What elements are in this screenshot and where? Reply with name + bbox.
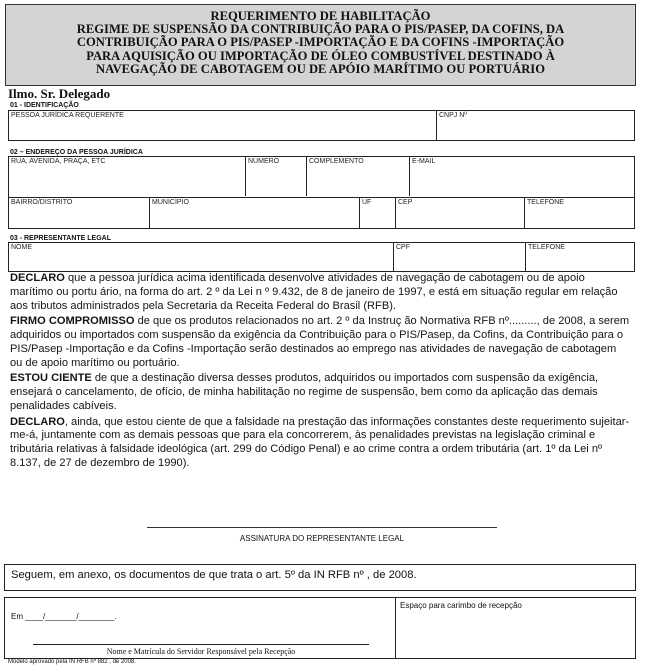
reception-box <box>4 597 636 659</box>
signature-label: ASSINATURA DO REPRESENTANTE LEGAL <box>239 534 405 543</box>
declarations-text <box>10 272 630 473</box>
section-identificacao-title: 01 - IDENTIFICAÇÃO <box>10 102 79 109</box>
declaration-lead: DECLARO <box>10 272 65 284</box>
section-endereco-title: 02 – ENDEREÇO DA PESSOA JURÍDICA <box>10 149 143 156</box>
nome-field[interactable] <box>9 243 393 271</box>
numero-label: NÚMERO <box>248 158 280 165</box>
municipio-label: MUNICÍPIO <box>152 199 189 206</box>
servidor-line[interactable] <box>33 644 369 645</box>
cep-label: CEP <box>398 199 413 206</box>
uf-field[interactable] <box>360 198 395 228</box>
header-line: REQUERIMENTO DE HABILITAÇÃO <box>210 9 431 23</box>
awareness-body: de que a destinação diversa desses produtos, adquiridos ou importados com suspensão da exigência, ensejará o cancelamento, de ofício, de minha habilitação no regime de suspensão, bem como da aplicação das demais penalidades cabíveis. <box>10 372 599 413</box>
rua-field[interactable] <box>9 157 245 197</box>
date-prefix: Em <box>11 612 23 621</box>
header-line: REGIME DE SUSPENSÃO DA CONTRIBUIÇÃO PARA O PIS/PASEP, DA COFINS, DA <box>76 22 565 37</box>
salutation: Ilmo. Sr. Delegado <box>8 86 111 101</box>
awareness-paragraph <box>10 372 630 414</box>
cep-field[interactable] <box>396 198 524 228</box>
header-line: CONTRIBUIÇÃO PARA O PIS/PASEP -IMPORTAÇÃO E DA COFINS -IMPORTAÇÃO <box>76 35 565 50</box>
falsity-body: , ainda, que estou ciente de que a falsidade na prestação das informações constantes deste requerimento sujeitar-me-á, juntamente com as demais pessoas que para ela concorrerem, às penalidades previstas na legislação criminal e tributária relativas à falsidade ideológica (art. 299 do Código Penal) e ao crime contra a ordem tributária (art. 1º da Lei nº 8.137, de 27 de dezembro de 1990). <box>10 415 630 470</box>
identificacao-box <box>8 110 635 141</box>
servidor-label: Nome e Matrícula do Servidor Responsável pela Recepção <box>106 647 296 656</box>
form-header <box>5 4 636 86</box>
stamp-label: Espaço para carimbo de recepção <box>400 601 522 610</box>
rep-telefone-label: TELEFONE <box>528 244 565 251</box>
email-field[interactable] <box>410 157 634 197</box>
representante-box <box>8 242 635 272</box>
bairro-field[interactable] <box>9 198 149 228</box>
complemento-field[interactable] <box>307 157 409 197</box>
awareness-lead: ESTOU CIENTE <box>10 372 92 385</box>
cnpj-field[interactable] <box>437 111 634 140</box>
municipio-field[interactable] <box>150 198 359 228</box>
footnote: Modelo aprovado pela IN RFB nº 882 , de 2008. <box>8 659 136 665</box>
annex-box <box>4 564 636 591</box>
date-blank: ____/_______/________. <box>23 612 117 621</box>
endereco-box <box>8 156 635 229</box>
telefone-field[interactable] <box>525 198 634 228</box>
nome-label: NOME <box>11 244 32 251</box>
header-line: PARA AQUISIÇÃO OU IMPORTAÇÃO DE ÓLEO COMBUSTÍVEL DESTINADO À <box>86 48 555 63</box>
cnpj-label: CNPJ Nº <box>439 112 467 119</box>
falsity-paragraph <box>10 416 630 472</box>
uf-label: UF <box>362 199 372 206</box>
numero-field[interactable] <box>246 157 306 197</box>
commitment-paragraph <box>10 315 630 371</box>
cpf-field[interactable] <box>394 243 525 271</box>
bairro-label: BAIRRO/DISTRITO <box>11 199 73 206</box>
signature-line[interactable] <box>147 527 497 528</box>
falsity-lead: DECLARO <box>10 415 65 428</box>
rua-label: RUA, AVENIDA, PRAÇA, ETC <box>11 158 106 165</box>
commitment-body: de que os produtos relacionados no art. 2 º da Instruç ão Normativa RFB nº........., de 2008, a serem adquiridos ou importados com suspensão da exigência da Contribuição para o PIS/Pasep, da Cofins, da Contribuição para o PIS/Pasep -Importação e da Cofins -Importação serão destinados ao emprego nas atividades de navegação de cabotagem ou de apoio marítimo ou portuário. <box>10 315 630 369</box>
declaration-paragraph <box>10 272 630 314</box>
annex-text: Seguem, em anexo, os documentos de que trata o art. 5º da IN RFB nº , de 2008. <box>11 569 417 581</box>
telefone-label: TELEFONE <box>527 199 564 206</box>
stamp-area[interactable] <box>396 612 635 658</box>
section-representante-title: 03 - REPRESENTANTE LEGAL <box>10 235 111 242</box>
pessoa-juridica-field[interactable] <box>9 111 436 140</box>
declaration-body: que a pessoa jurídica acima identificada desenvolve atividades de navegação de cabotagem ou de apoio marítimo ou portu ário, na forma do art. 2 º da Lei n º 9.432, de 8 de janeiro de 1997, e está em situação regular em relação aos tributos administrados pela Secretaria da Receita Federal do Brasil (RFB). <box>10 272 618 312</box>
cpf-label: CPF <box>396 244 410 251</box>
pessoa-juridica-label: PESSOA JURÍDICA REQUERENTE <box>11 112 124 119</box>
header-line: NAVEGAÇÃO DE CABOTAGEM OU DE APÓIO MARÍTIMO OU PORTUÁRIO <box>96 61 545 76</box>
rep-telefone-field[interactable] <box>526 243 634 271</box>
email-label: E-MAIL <box>412 158 436 165</box>
commitment-lead: FIRMO COMPROMISSO <box>10 315 135 328</box>
reception-date[interactable] <box>11 612 116 621</box>
complemento-label: COMPLEMENTO <box>309 158 364 165</box>
